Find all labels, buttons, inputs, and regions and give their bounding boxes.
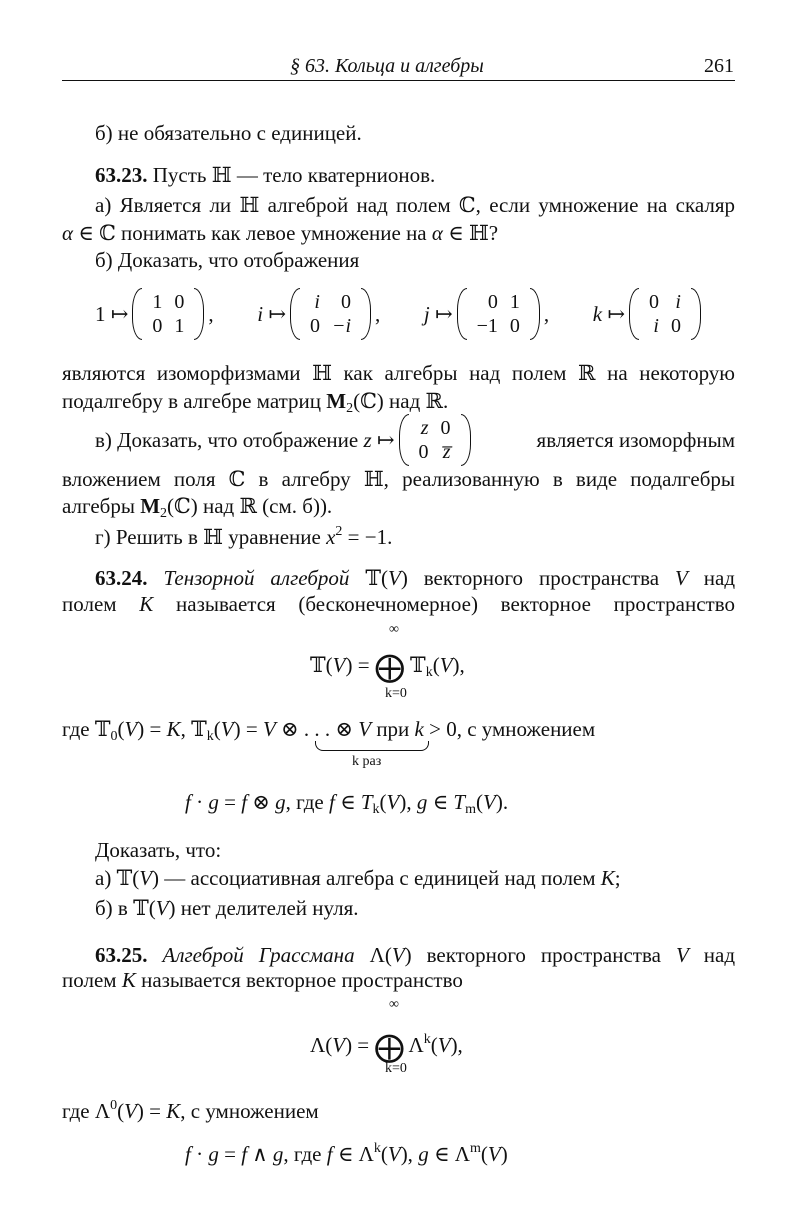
matrix-cell: i <box>653 315 659 337</box>
matrix-mapping <box>95 288 214 340</box>
text-segment: 𝕋 <box>404 653 426 677</box>
text-segment: ∈ Λ <box>428 1142 470 1166</box>
matrix-cell: −1 <box>476 315 498 337</box>
text-segment: V <box>139 866 153 890</box>
text-segment: V <box>155 896 169 920</box>
text-segment: ⊗ <box>247 790 276 814</box>
text-segment: 63.24. <box>95 566 148 590</box>
underbrace <box>315 741 429 751</box>
text-segment: ⊗ . . . ⊗ <box>275 717 359 741</box>
text-segment: g <box>418 1142 429 1166</box>
text-segment: ). <box>495 790 509 814</box>
mapping-label: k ↦ <box>592 301 625 326</box>
text-segment: ) нет делителей нуля. <box>168 896 359 920</box>
text-segment: g <box>208 1142 219 1166</box>
text-segment: ) = <box>137 717 167 741</box>
text-segment: V <box>675 943 689 967</box>
matrix-cell: i <box>314 291 320 313</box>
text-line <box>537 427 735 453</box>
cell: 0 <box>418 441 429 463</box>
text-segment: ( <box>380 1142 388 1166</box>
text-segment: б) Доказать, что отображения <box>95 248 360 272</box>
text-segment <box>148 566 164 590</box>
text-segment: (ℂ) над ℝ (см. б)). <box>167 494 333 518</box>
matrix-cell: i <box>675 291 681 313</box>
matrix <box>457 288 540 340</box>
text-segment: Λ( <box>354 943 392 967</box>
underbrace-label: k раз <box>352 754 382 769</box>
text-segment: α <box>62 221 74 245</box>
text-segment: g <box>416 790 428 814</box>
text-segment: α <box>431 221 443 245</box>
text-segment: V <box>439 653 453 677</box>
text-segment: = <box>218 1142 242 1166</box>
text-segment: ), <box>400 1142 419 1166</box>
text-segment: f <box>328 790 335 814</box>
text-segment: вложением поля ℂ в алгебру ℍ, реализованную в виде подалгебры <box>62 467 735 491</box>
text-segment: полем <box>62 968 122 992</box>
text-segment: а) 𝕋( <box>95 866 140 890</box>
multiplication-formula <box>185 789 508 823</box>
separator: , <box>375 301 381 326</box>
text-segment: 2 <box>335 524 343 539</box>
mapping-label: 1 ↦ <box>95 301 129 326</box>
text-segment: K <box>600 866 615 890</box>
text-segment: 0 <box>110 1098 118 1113</box>
text-segment: V <box>124 1099 137 1123</box>
text-segment: V <box>124 717 138 741</box>
text-segment: полем <box>62 592 140 616</box>
text-segment: ( <box>476 790 483 814</box>
text-segment: ; <box>614 866 621 890</box>
text-segment: V <box>391 943 405 967</box>
matrix-cell: 1 <box>174 315 185 337</box>
header-rule <box>62 80 735 81</box>
text-segment: ) векторного пространства <box>400 566 675 590</box>
text-segment: ( <box>480 1142 488 1166</box>
text-segment: 2 <box>346 401 354 416</box>
text-segment: (ℂ) над ℝ. <box>353 389 449 413</box>
text-segment: ( <box>213 717 221 741</box>
text-segment: ) векторного пространства <box>404 943 676 967</box>
text-segment: z <box>363 428 372 452</box>
text-segment: является изоморфным <box>536 428 735 452</box>
text-segment <box>148 943 163 967</box>
mapping-label: j ↦ <box>423 301 453 326</box>
text-segment: 0 <box>110 729 118 744</box>
text-segment: V <box>675 566 688 590</box>
text-segment: ), <box>399 790 417 814</box>
text-segment: при <box>371 717 415 741</box>
text-segment: K <box>166 717 181 741</box>
matrix-cell: 0 <box>309 315 320 337</box>
text-segment: алгебры <box>62 494 141 518</box>
text-segment: m <box>465 802 476 817</box>
text-segment: ), <box>450 1033 463 1057</box>
text-segment: V <box>487 1142 501 1166</box>
matrix <box>629 288 701 340</box>
text-segment: ) = <box>233 717 263 741</box>
text-segment: Доказать, что: <box>95 838 222 862</box>
matrix-cell: 0 <box>174 291 185 313</box>
text-segment: x <box>326 525 336 549</box>
text-segment: f <box>185 790 191 814</box>
text-segment: f <box>241 790 248 814</box>
text-segment: ↦ <box>371 428 395 452</box>
text-segment: ∈ Λ <box>332 1142 374 1166</box>
text-segment: ) = <box>136 1099 167 1123</box>
text-segment: , 𝕋 <box>180 717 207 741</box>
text-line <box>95 247 735 273</box>
text-segment: M <box>326 389 347 413</box>
text-segment: 63.23. <box>95 163 148 187</box>
separator: , <box>208 301 214 326</box>
matrix-cell: 0 <box>648 291 659 313</box>
text-segment: > 0, с умножением <box>423 717 596 741</box>
matrix <box>290 288 371 340</box>
text-segment: , где <box>285 790 329 814</box>
text-segment: Алгеброй Грассмана <box>162 943 355 967</box>
matrix-mapping <box>593 288 705 340</box>
text-segment: K <box>139 592 154 616</box>
running-header <box>290 55 484 78</box>
sum-upper-limit: ∞ <box>389 997 399 1012</box>
grassmann-algebra-formula <box>310 1027 463 1064</box>
text-segment: · <box>190 1142 209 1166</box>
text-segment: 2 <box>160 506 168 521</box>
text-line <box>95 427 395 453</box>
text-line <box>62 220 735 246</box>
matrix-mapping <box>424 288 549 340</box>
text-segment: V <box>387 1142 401 1166</box>
sum-lower-limit: k=0 <box>385 686 407 701</box>
text-line <box>62 967 735 993</box>
text-segment: ∈ <box>334 790 361 814</box>
text-segment: V <box>358 717 372 741</box>
text-segment: ( <box>430 1033 438 1057</box>
text-segment: над <box>688 943 736 967</box>
text-segment: в) Доказать, что отображение <box>95 428 364 452</box>
text-segment: V <box>332 653 346 677</box>
text-segment: ⨁ <box>374 651 405 684</box>
text-segment: ∧ <box>247 1142 273 1166</box>
text-segment: ∈ ℍ? <box>442 221 499 245</box>
text-segment: k <box>425 665 433 680</box>
text-segment: где Λ <box>62 1099 111 1123</box>
text-segment: m <box>469 1141 481 1156</box>
text-segment: ) = <box>345 653 375 677</box>
text-segment: K <box>121 968 136 992</box>
text-segment: g <box>208 790 219 814</box>
text-segment: ) — ассоциативная алгебра с единицей над полем <box>152 866 601 890</box>
text-segment: f <box>241 1142 248 1166</box>
matrix-cell: −i <box>331 315 352 337</box>
text-segment: k <box>423 1032 431 1047</box>
cell: z <box>420 417 429 439</box>
text-segment: ∈ ℂ понимать как левое умножение на <box>73 221 432 245</box>
text-segment: являются изоморфизмами ℍ как алгебры над полем ℝ на некоторую <box>62 361 735 385</box>
text-segment: V <box>483 790 496 814</box>
text-line <box>95 837 735 863</box>
text-segment: V <box>386 790 400 814</box>
text-segment: T <box>360 790 373 814</box>
text-line <box>62 591 735 617</box>
text-segment: k <box>414 717 424 741</box>
text-line <box>62 360 735 386</box>
header-title: § 63. Кольца и алгебры <box>290 55 484 77</box>
text-segment: ( <box>432 653 440 677</box>
sum-lower-limit: k=0 <box>385 1061 407 1076</box>
text-segment: = <box>218 790 242 814</box>
text-segment: V <box>332 1033 346 1057</box>
text-line <box>95 865 735 891</box>
text-segment: называется векторное пространство <box>135 968 463 992</box>
matrix-cell: 1 <box>509 291 520 313</box>
text-segment: f <box>326 1142 333 1166</box>
text-segment: Тензорной алгеброй <box>163 566 350 590</box>
text-segment: K <box>166 1099 181 1123</box>
text-segment: V <box>262 717 276 741</box>
text-segment: g <box>272 1142 284 1166</box>
z-matrix <box>399 414 471 466</box>
text-segment: k <box>206 729 214 744</box>
text-segment: Пусть ℍ — тело кватернионов. <box>147 163 436 187</box>
text-segment: где 𝕋 <box>62 717 111 741</box>
text-segment: k <box>373 1141 381 1156</box>
text-segment: ∈ <box>427 790 454 814</box>
problem-63-25-title <box>95 942 735 968</box>
problem-63-23-title <box>95 162 735 188</box>
text-segment: подалгебру в алгебре матриц <box>62 389 327 413</box>
text-line <box>95 120 735 146</box>
text-segment: называется (бесконечномерное) векторное пространство <box>153 592 735 616</box>
problem-63-24-title <box>95 565 735 591</box>
text-segment: ( <box>379 790 387 814</box>
text-line <box>95 192 735 218</box>
text-line <box>62 1093 735 1124</box>
matrix-cell: 0 <box>670 315 681 337</box>
text-line <box>95 895 735 921</box>
matrix-cell: 1 <box>152 291 163 313</box>
text-segment: 63.25. <box>95 943 148 967</box>
wedge-formula <box>185 1136 508 1167</box>
text-segment: ( <box>117 717 125 741</box>
text-segment: f <box>185 1142 191 1166</box>
text-segment: = −1. <box>342 525 393 549</box>
text-segment: V <box>387 566 401 590</box>
text-segment: V <box>437 1033 451 1057</box>
text-segment: ⨁ <box>374 1031 405 1064</box>
text-segment: г) Решить в ℍ уравнение <box>95 525 327 549</box>
text-segment: ) <box>500 1142 508 1166</box>
text-segment: , где <box>283 1142 327 1166</box>
z-mapping-line <box>95 414 735 466</box>
text-segment: над <box>687 566 736 590</box>
text-segment: T <box>453 790 466 814</box>
text-segment: Λ( <box>310 1033 333 1057</box>
matrix-cell: 0 <box>341 291 352 313</box>
text-segment: k <box>372 802 380 817</box>
separator: , <box>543 301 550 326</box>
matrix-cell: 0 <box>509 315 520 337</box>
tensor-algebra-formula <box>310 652 465 686</box>
matrix-cell: 0 <box>487 291 498 313</box>
text-segment: 𝕋( <box>310 653 333 677</box>
text-segment: V <box>220 717 234 741</box>
matrix-mapping <box>257 288 380 340</box>
text-line <box>62 466 735 492</box>
text-segment: б) не обязательно с единицей. <box>95 121 362 145</box>
text-segment: g <box>275 790 286 814</box>
sum-upper-limit: ∞ <box>389 622 399 637</box>
text-segment: Λ <box>404 1033 424 1057</box>
cell: 0 <box>440 417 451 439</box>
quaternion-matrices <box>95 288 705 340</box>
matrix-cell: 0 <box>152 315 163 337</box>
text-segment: ) = <box>345 1033 375 1057</box>
text-segment: M <box>140 494 161 518</box>
cell: z̅ <box>442 441 451 463</box>
matrix <box>132 288 204 340</box>
text-segment: , с умножением <box>180 1099 319 1123</box>
text-segment: 𝕋( <box>349 566 388 590</box>
mapping-label: i ↦ <box>257 301 286 326</box>
text-line <box>95 519 735 550</box>
text-segment: б) в 𝕋( <box>95 896 156 920</box>
page-number: 261 <box>704 55 734 77</box>
text-segment: а) Является ли ℍ алгеброй над полем ℂ, если умножение на скаляр <box>95 193 735 217</box>
text-segment: ( <box>117 1099 125 1123</box>
text-segment: · <box>190 790 209 814</box>
text-segment: ), <box>452 653 465 677</box>
